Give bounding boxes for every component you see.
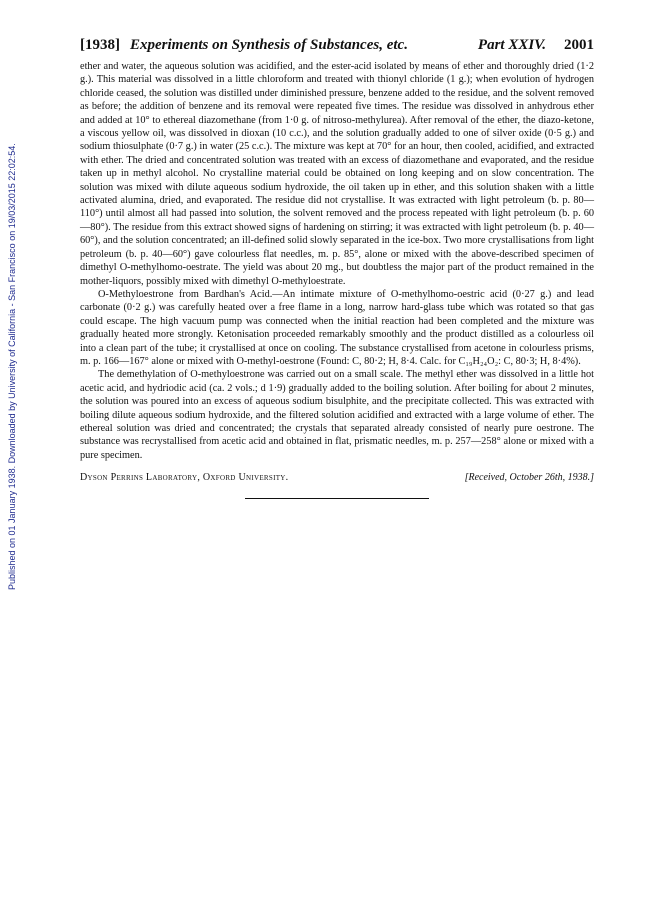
page: [80, 36, 594, 499]
page-number: 2001: [564, 37, 594, 53]
article-body: [80, 60, 594, 462]
paragraph-1: ether and water, the aqueous solution was acidified, and the ester-acid isolated by means of ether and thoroughly dried (1·2 g.). This material was dissolved in a little chloroform and treated with thionyl chloride (1 g.); when evolution of hydrogen chloride ceased, the solution was distilled under diminished pressure, benzene added to the residue, and the solvent removed as before; the addition of benzene and its removal were repeated five times. The residue was dissolved in anhydrous ether and added at 10° to ethereal diazomethane (from 1·0 g. of nitroso-methylurea). After removal of the ether, the diazo-ketone, a viscous yellow oil, was dissolved in dioxan (10 c.c.), and the solution gradually added to one of silver oxide (0·5 g.) and sodium thiosulphate (0·7 g.) in water (25 c.c.). The mixture was kept at 70° for an hour, then cooled, acidified, and extracted with ether. The dried and concentrated solution was treated with an excess of diazomethane and evaporated, and the residue taken up in methyl alcohol. No crystalline material could be obtained on long keeping and on slow concentration. The solution was mixed with dilute aqueous sodium hydroxide, the oil taken up in ether, and this solution shaken with a little activated alumina, dried, and evaporated. The residue did not crystallise. It was extracted with light petroleum (b. p. 80—110°) until almost all had passed into solution, the solvent removed and the process repeated with light petroleum (b. p. 60—80°). The residue from this extract showed signs of hardening on stirring; it was extracted with light petroleum (b. p. 40—60°), and the solution concentrated; an ill-defined solid slowly separated in the ice-box. Two more crystallisations from light petroleum (b. p. 40—60°) gave colourless flat needles, m. p. 85°, alone or mixed with the above-described specimen of dimethyl O-methylhomo-oestrate. The yield was about 20 mg., but doubtless the major part of the product remained in the mother-liquors, possibly mixed with dimethyl O-methyloestrate.: [80, 61, 594, 287]
end-rule: [245, 498, 429, 499]
paragraph-3: The demethylation of O-methyloestrone was carried out on a small scale. The methyl ether was dissolved in a little hot acetic acid, and hydriodic acid (ca. 2 vols.; d 1·9) gradually added to the boiling solution. After boiling for about 2 minutes, the solution was poured into an excess of aqueous sodium bisulphite, and the precipitate collected. This was extracted with boiling dilute aqueous sodium hydroxide, and the filtered solution acidified and extracted with a large volume of ether. The ethereal solution was dried and concentrated; the crystals that separated already consisted of nearly pure oestrone. The substance was recrystallised from acetic acid and obtained in flat, prismatic needles, m. p. 257—258° alone or mixed with a pure specimen.: [80, 369, 594, 461]
running-head: [80, 36, 594, 54]
journal-title: Experiments on Synthesis of Substances, etc.: [130, 37, 408, 53]
download-watermark: Published on 01 January 1938. Downloaded by University of California - San Francisco on 19/03/2015 22:02:54.: [7, 143, 17, 590]
paragraph-2: O-Methyloestrone from Bardhan's Acid.—An intimate mixture of O-methylhomo-oestric acid (0·27 g.) and lead carbonate (0·2 g.) was carefully heated over a free flame in a long, narrow hard-glass tube which was rotated so that gas could escape. The high vacuum pump was connected when the initial reaction had been completed and the mixture was gradually heated more strongly. Ketonisation proceeded remarkably smoothly and the product distilled as a colourless oil into a clean part of the tube; it crystallised at once on cooling. The substance crystallised from acetone in colourless prisms, m. p. 166—167° alone or mixed with O-methyl-oestrone (Found: C, 80·2; H, 8·4. Calc. for C₁₉H₂₄O₂: C, 80·3; H, 8·4%).: [80, 288, 594, 367]
affiliation: Dyson Perrins Laboratory, Oxford University.: [80, 472, 289, 484]
received-date: [Received, October 26th, 1938.]: [464, 472, 594, 484]
side-note: [5, 70, 19, 590]
year-label: [1938]: [80, 37, 120, 53]
article-footer: [80, 471, 594, 484]
part-label: Part XXIV.: [477, 37, 546, 53]
